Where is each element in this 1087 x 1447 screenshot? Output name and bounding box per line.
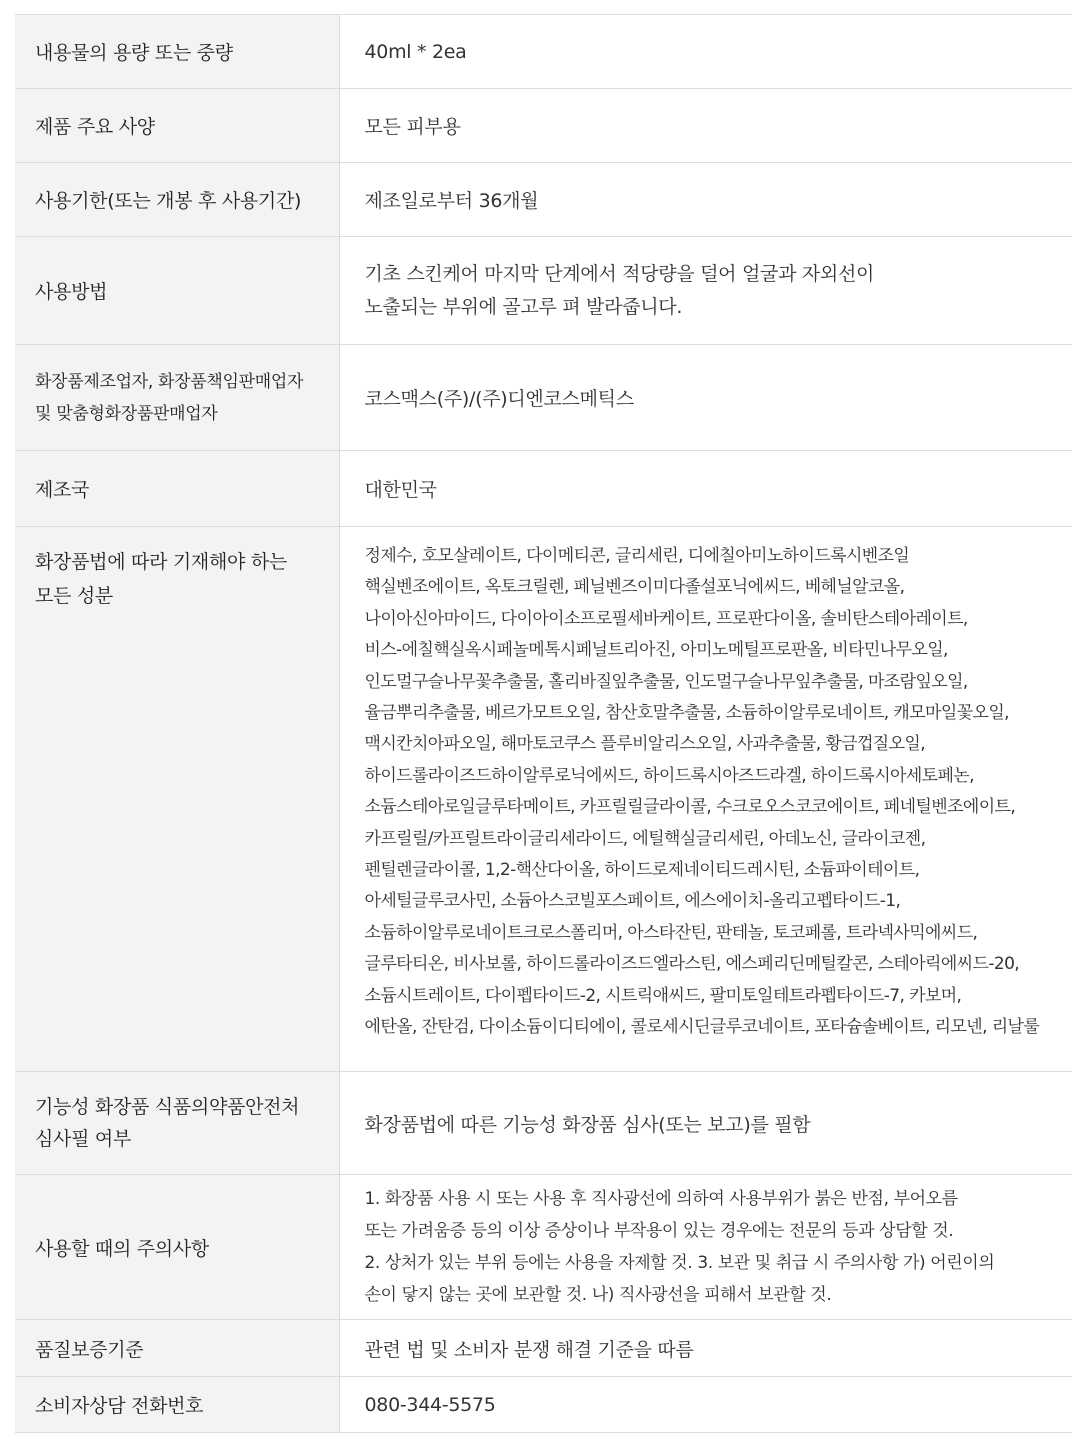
row-label-ingredients bbox=[15, 527, 339, 1072]
row-value-usage bbox=[339, 237, 1072, 345]
ingredient-line: 인도멀구슬나무꽃추출물, 홀리바질잎추출물, 인도멀구슬나무잎추출물, 마조람잎오일, bbox=[364, 671, 968, 692]
row-label-spec: 제품 주요 사양 bbox=[15, 89, 339, 163]
manufacturer-label-line: 화장품제조업자, 화장품책임판매업자 bbox=[35, 371, 304, 392]
row-label-precautions: 사용할 때의 주의사항 bbox=[15, 1175, 339, 1320]
ingredient-line: 소듐하이알루로네이트크로스폴리머, 아스타잔틴, 판테놀, 토코페롤, 트라넥사믹에씨드, bbox=[364, 922, 978, 943]
table-row bbox=[15, 163, 1072, 237]
ingredient-line: 맥시칸치아파오일, 해마토코쿠스 플루비알리스오일, 사과추출물, 황금껍질오일, bbox=[364, 734, 926, 755]
ingredient-line: 카프릴릴/카프릴트라이글리세라이드, 에틸핵실글리세린, 아데노신, 글라이코젠, bbox=[364, 828, 926, 849]
row-label-volume: 내용물의 용량 또는 중량 bbox=[15, 15, 339, 89]
row-value-ingredients bbox=[339, 527, 1072, 1072]
row-label-country: 제조국 bbox=[15, 451, 339, 527]
row-label-functional bbox=[15, 1072, 339, 1175]
table-row bbox=[15, 527, 1072, 1072]
row-value-volume: 40ml * 2ea bbox=[339, 15, 1072, 89]
ingredients-label-line: 모든 성분 bbox=[35, 585, 113, 607]
precaution-line: 손이 닿지 않는 곳에 보관할 것. 나) 직사광선을 피해서 보관할 것. bbox=[364, 1285, 832, 1305]
row-label-quality: 품질보증기준 bbox=[15, 1320, 339, 1377]
table-row bbox=[15, 451, 1072, 527]
row-value-country: 대한민국 bbox=[339, 451, 1072, 527]
ingredient-line: 율금뿌리추출물, 베르가모트오일, 참산호말추출물, 소듐하이알루로네이트, 캐모마일꽃오일, bbox=[364, 703, 1009, 724]
usage-line: 기초 스킨케어 마지막 단계에서 적당량을 덜어 얼굴과 자외선이 bbox=[364, 262, 875, 285]
ingredient-line: 핵실벤조에이트, 옥토크릴렌, 페닐벤즈이미다졸설포닉에씨드, 베헤닐알코올, bbox=[364, 577, 905, 598]
ingredient-line: 소듐시트레이트, 다이펩타이드-2, 시트릭애씨드, 팔미토일테트라펩타이드-7, 카보머, bbox=[364, 985, 962, 1006]
functional-label-line: 심사필 여부 bbox=[35, 1128, 132, 1150]
precaution-line: 1. 화장품 사용 시 또는 사용 후 직사광선에 의하여 사용부위가 붉은 반점, 부어오름 bbox=[364, 1189, 958, 1209]
row-value-quality: 관련 법 및 소비자 분쟁 해결 기준을 따름 bbox=[339, 1320, 1072, 1377]
ingredient-line: 비스-에칠핵실옥시페놀메톡시페닐트리아진, 아미노메틸프로판올, 비타민나무오일, bbox=[364, 640, 948, 661]
ingredient-line: 펜틸렌글라이콜, 1,2-핵산다이올, 하이드로제네이티드레시틴, 소듐파이테이트, bbox=[364, 860, 920, 881]
ingredient-line: 하이드롤라이즈드하이알루로닉에씨드, 하이드록시아즈드라겔, 하이드록시아세토페논, bbox=[364, 765, 974, 786]
ingredient-line: 글루타티온, 비사보롤, 하이드롤라이즈드엘라스틴, 에스페리딘메틸칼콘, 스테아릭에씨드-20, bbox=[364, 954, 1020, 975]
table-row bbox=[15, 1320, 1072, 1377]
precaution-line: 2. 상처가 있는 부위 등에는 사용을 자제할 것. 3. 보관 및 취급 시 주의사항 가) 어린이의 bbox=[364, 1253, 995, 1273]
row-value-functional: 화장품법에 따른 기능성 화장품 심사(또는 보고)를 필함 bbox=[339, 1072, 1072, 1175]
usage-line: 노출되는 부위에 골고루 펴 발라줍니다. bbox=[364, 295, 683, 318]
ingredient-line: 에탄올, 잔탄검, 다이소듐이디티에이, 콜로세시딘글루코네이트, 포타슘솔베이트, 리모넨, 리날룰 bbox=[364, 1017, 1040, 1038]
ingredient-line: 나이아신아마이드, 다이아이소프로필세바케이트, 프로판다이올, 솔비탄스테아레이트, bbox=[364, 608, 968, 629]
row-value-precautions bbox=[339, 1175, 1072, 1320]
table-row bbox=[15, 1175, 1072, 1320]
ingredients-label-line: 화장품법에 따라 기재해야 하는 bbox=[35, 551, 287, 573]
row-label-manufacturer bbox=[15, 345, 339, 451]
row-label-usage: 사용방법 bbox=[15, 237, 339, 345]
manufacturer-label-line: 및 맞춤형화장품판매업자 bbox=[35, 403, 218, 424]
row-value-phone: 080-344-5575 bbox=[339, 1377, 1072, 1433]
ingredient-line: 아세틸글루코사민, 소듐아스코빌포스페이트, 에스에이치-올리고펩타이드-1, bbox=[364, 891, 901, 912]
table-row bbox=[15, 15, 1072, 89]
row-label-expiry: 사용기한(또는 개봉 후 사용기간) bbox=[15, 163, 339, 237]
row-label-phone: 소비자상담 전화번호 bbox=[15, 1377, 339, 1433]
table-row bbox=[15, 345, 1072, 451]
table-row bbox=[15, 237, 1072, 345]
ingredient-line: 소듐스테아로일글루타메이트, 카프릴릴글라이콜, 수크로오스코코에이트, 페네틸벤조에이트, bbox=[364, 797, 1016, 818]
ingredient-line: 정제수, 호모살레이트, 다이메티콘, 글리세린, 디에칠아미노하이드록시벤조일 bbox=[364, 546, 910, 566]
row-value-manufacturer: 코스맥스(주)/(주)디엔코스메틱스 bbox=[339, 345, 1072, 451]
table-row bbox=[15, 89, 1072, 163]
functional-label-line: 기능성 화장품 식품의약품안전처 bbox=[35, 1096, 300, 1118]
table-row bbox=[15, 1377, 1072, 1433]
precaution-line: 또는 가려움증 등의 이상 증상이나 부작용이 있는 경우에는 전문의 등과 상담할 것. bbox=[364, 1221, 954, 1241]
table-row bbox=[15, 1072, 1072, 1175]
row-value-spec: 모든 피부용 bbox=[339, 89, 1072, 163]
product-info-table bbox=[15, 14, 1072, 1433]
row-value-expiry: 제조일로부터 36개월 bbox=[339, 163, 1072, 237]
